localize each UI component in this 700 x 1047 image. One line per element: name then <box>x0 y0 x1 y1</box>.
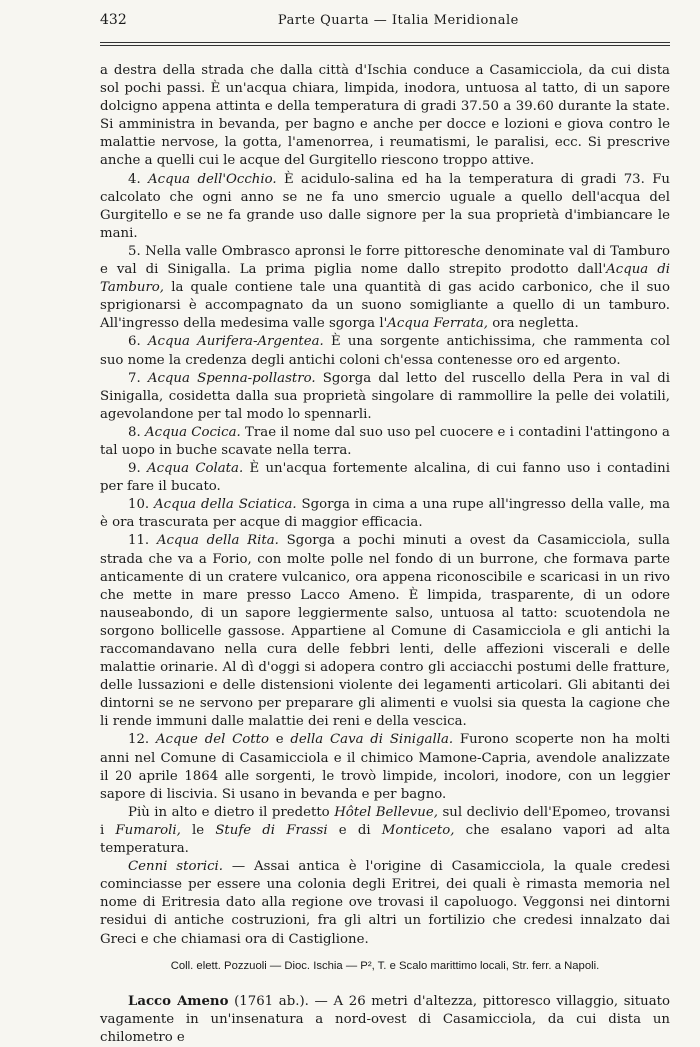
paragraph-lacco-ameno: Lacco Ameno (1761 ab.). — A 26 metri d'altezza, pittoresco villaggio, situato vagamente in un'insenatura a nord-ovest di Casamicciola, da cui dista un chilometro e <box>100 993 670 1045</box>
header-rule <box>100 42 670 46</box>
paragraph-cenni-storici: Cenni storici. — Assai antica è l'origine di Casamicciola, la quale credesi cominciasse per essere una colonia degli Eritrei, dei quali è rimasta memoria nel nome di Eritresia dato alla regione ove trovasi il capoluogo. Veggonsi nei dintorni residui di antiche costruzioni, fra gli altri un fortilizio che credesi innalzato dai Greci e che chiamasi ora di Castiglione. <box>100 859 670 947</box>
paragraph-val-tamburo: 5. Nella valle Ombrasco apronsi le forre pittoresche denominate val di Tamburo e val di Sinigalla. La prima piglia nome dallo strepito prodotto dall'Acqua di Tamburo, la quale contiene tale una quantità di gas acido carbonico, che il suo sprigionarsi è accompagnato da un suono somigliante a quello di un tamburo. All'ingresso della medesima valle sgorga l'Acqua Ferrata, ora negletta. <box>100 243 671 332</box>
entry-heading: Lacco Ameno <box>128 993 229 1009</box>
paragraph-aurifera: 6. Acqua Aurifera-Argentea. È una sorgente antichissima, che rammenta col suo nome la credenza degli antichi coloni ch'essa contenesse oro ed argento. <box>100 334 670 368</box>
paragraph-hotel-bellevue: Più in alto e dietro il predetto Hôtel Bellevue, sul declivio dell'Epomeo, trovansi i Fumaroli, le Stufe di Frassi e di Monticeto, che esalano vapori ad alta temperatura. <box>100 804 671 857</box>
body-text <box>100 62 670 1047</box>
paragraph-acqua-occhio: 4. Acqua dell'Occhio. È acidulo-salina ed ha la temperatura di gradi 73. Fu calcolato che ogni anno se ne fa uno smercio uguale a quello dell'acqua del Gurgitello e se ne fa grande uso dalle signore per la sua proprietà d'imbiancare le mani. <box>100 171 670 241</box>
paragraph-colata: 9. Acqua Colata. È un'acqua fortemente alcalina, di cui fanno uso i contadini per fare il bucato. <box>100 461 670 495</box>
paragraph-spenna-pollastro: 7. Acqua Spenna-pollastro. Sgorga dal letto del ruscello della Pera in val di Sinigalla, cosidetta dalla sua proprietà singolare di rammollire la pelle dei volatili, agevolandone per tal modo lo spennarli. <box>100 370 670 422</box>
paragraph-cocica: 8. Acqua Cocica. Trae il nome dal suo uso pel cuocere e i contadini l'attingono a tal uopo in buche scavate nella terra. <box>100 424 670 458</box>
paragraph-sciatica: 10. Acqua della Sciatica. Sgorga in cima a una rupe all'ingresso della valle, ma è ora trascurata per acque di maggior efficacia. <box>100 497 670 531</box>
paragraph-continuation: a destra della strada che dalla città d'Ischia conduce a Casamicciola, da cui dista sol pochi passi. È un'acqua chiara, limpida, inodora, untuosa al tatto, di un sapore dolcigno appena attinta e della temperatura di gradi 37.50 a 39.60 durante la state. Si amministra in bevanda, per bagno e anche per docce e lozioni e giova contro le malattie nervose, la gotta, l'amenorrea, i reumatismi, le paralisi, ecc. Si prescrive anche a quelli cui le acque del Gurgitello riescono troppo attive. <box>100 63 670 169</box>
page-header <box>100 12 670 34</box>
paragraph-cotto: 12. Acque del Cotto e della Cava di Sinigalla. Furono scoperte non ha molti anni nel Comune di Casamicciola e il chimico Mamone-Capria, avendole analizzate il 20 aprile 1864 alle sorgenti, le trovò limpide, incolori, inodore, con un leggier sapore di liscivia. Si usano in bevanda e per bagno. <box>100 732 671 802</box>
page-number: 432 <box>100 12 127 28</box>
info-line: Coll. elett. Pozzuoli — Dioc. Ischia — P², T. e Scalo marittimo locali, Str. ferr. a Napoli. <box>170 959 600 972</box>
running-title: Parte Quarta — Italia Meridionale <box>277 13 519 28</box>
paragraph-rita: 11. Acqua della Rita. Sgorga a pochi minuti a ovest da Casamicciola, sulla strada che va a Forio, con molte polle nel fondo di un burrone, che formava parte anticamente di un cratere vulcanico, ora appena riconoscibile e scaricasi in un rivo che mette in mare presso Lacco Ameno. È limpida, trasparente, di un odore nauseabondo, di un sapore leggiermente salso, untuosa al tatto: scuotendola ne sorgono bollicelle gassose. Appartiene al Comune di Casamicciola e gli antichi la raccomandavano nella cura delle febbri lenti, delle affezioni viscerali e delle malattie orinarie. Al dì d'oggi si adopera contro gli acciacchi postumi delle fratture, delle lussazioni e delle distensioni violente dei legamenti articolari. Gli abitanti dei dintorni se ne servono per preparare gli alimenti e vuolsi sia questa la cagione che li rende immuni dalle malattie dei reni e della vescica. <box>100 533 670 730</box>
